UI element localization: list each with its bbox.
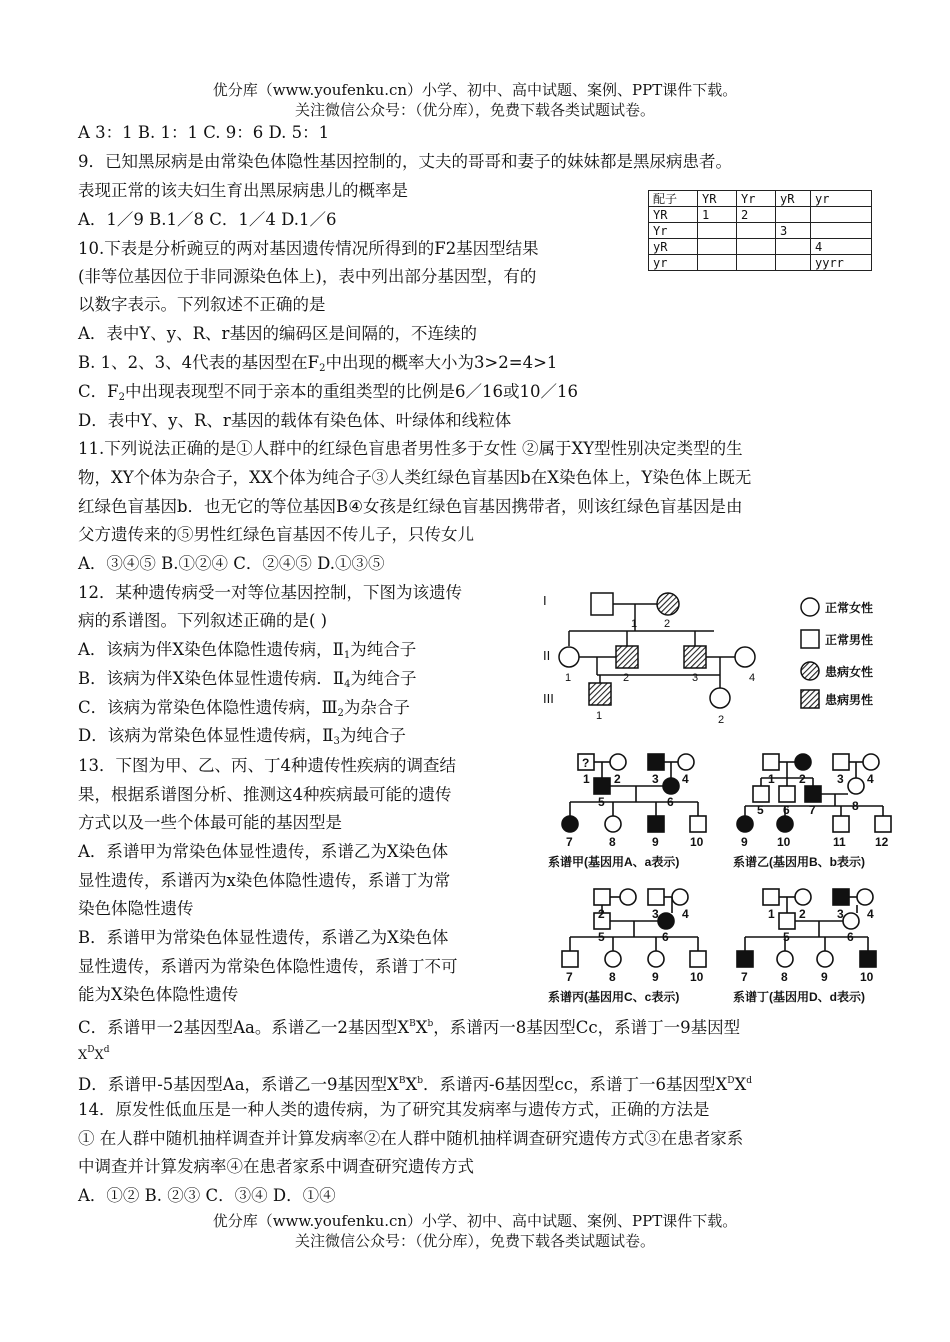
female-normal (559, 647, 579, 667)
svg-text:12: 12 (875, 835, 889, 849)
svg-text:1: 1 (596, 710, 603, 722)
legend-normal-male-icon (801, 630, 819, 648)
cell (698, 239, 737, 255)
svg-text:1: 1 (768, 772, 775, 786)
svg-text:7: 7 (741, 970, 748, 984)
svg-text:5: 5 (757, 803, 764, 817)
header-line-2: 关注微信公众号：（优分库），免费下载各类试题试卷。 (294, 101, 655, 119)
svg-text:6: 6 (662, 930, 669, 944)
legend-normal-female: 正常女性 (825, 601, 874, 615)
q12-option-c: C．该病为常染色体隐性遗传病，$Ⅲ_2$为杂合子 (78, 698, 410, 719)
male-affected (616, 646, 638, 668)
cell: 4 (811, 239, 872, 255)
q11-line-3: 红绿色盲基因b．也无它的等位基因B④女孩是红绿色盲基因携带者，则该红绿色盲基因是由 (78, 497, 743, 516)
caption-jia: 系谱甲(基因用A、a表示) (548, 855, 680, 869)
q11-line-4: 父方遗传来的⑤男性红绿色盲基因不传儿子，只传女儿 (78, 525, 474, 544)
q13-line-1: 13．下图为甲、乙、丙、丁4种遗传性疾病的调查结 (78, 756, 456, 775)
q13-line-2: 果，根据系谱图分析、推测这4种疾病最可能的遗传 (78, 785, 452, 804)
cell: Yr (649, 223, 698, 239)
svg-text:7: 7 (566, 835, 573, 849)
svg-text:1: 1 (565, 672, 572, 684)
svg-text:3: 3 (837, 772, 844, 786)
legend-normal-male: 正常男性 (825, 633, 874, 647)
svg-text:5: 5 (598, 795, 605, 809)
svg-text:3: 3 (652, 907, 659, 921)
q9-options: A．1／9 B.1／8 C．1／4 D.1／6 (78, 210, 337, 229)
cell (776, 239, 811, 255)
pedigree-ding (733, 889, 876, 1004)
q13-d-1: D．系谱甲-5基因型Aa，系谱乙一9基因型$X^BX^b$．系谱丙-6基因型cc，系谱丁一6基因型$X^DX^d$ (78, 1075, 752, 1094)
q9-stem-1: 9．已知黑尿病是由常染色体隐性基因控制的，丈夫的哥哥和妻子的妹妹都是黑尿病患者。 (78, 152, 732, 171)
q13-b-1: B．系谱甲为常染色体显性遗传，系谱乙为X染色体 (78, 928, 449, 947)
svg-text:3: 3 (692, 672, 699, 684)
q14-line-2: ① 在人群中随机抽样调查并计算发病率②在人群中随机抽样调查研究遗传方式③在患者家系 (78, 1129, 744, 1148)
pedigree-bing (548, 889, 706, 1004)
q13-pedigrees (548, 748, 898, 1008)
q13-line-3: 方式以及一些个体最可能的基因型是 (78, 813, 342, 832)
svg-text:6: 6 (847, 930, 854, 944)
q12-option-d: D．该病为常染色体显性遗传病，$Ⅱ_3$为纯合子 (78, 726, 406, 747)
q9-stem-2: 表现正常的该夫妇生育出黑尿病患儿的概率是 (78, 181, 408, 200)
q12-line-1: 12．某种遗传病受一对等位基因控制，下图为该遗传 (78, 583, 462, 602)
male-affected (589, 683, 611, 705)
svg-text:3: 3 (837, 907, 844, 921)
svg-text:4: 4 (749, 672, 756, 684)
svg-text:5: 5 (783, 930, 790, 944)
q13-b-3: 能为X染色体隐性遗传 (78, 985, 239, 1004)
header-line-1: 优分库（www.youfenku.cn）小学、初中、高中试题、案例、PPT课件下载。 (212, 81, 738, 99)
q13-a-3: 染色体隐性遗传 (78, 899, 194, 918)
cell: YR (698, 191, 737, 207)
genotype-table (648, 190, 872, 271)
cell (737, 255, 776, 271)
svg-text:10: 10 (690, 970, 704, 984)
q14-options: A．①② B. ②③ C．③④ D．①④ (78, 1186, 336, 1205)
pedigree-yi (733, 754, 891, 869)
svg-text:9: 9 (821, 970, 828, 984)
gen-label: III (543, 691, 554, 706)
footer-line-1: 优分库（www.youfenku.cn）小学、初中、高中试题、案例、PPT课件下载。 (212, 1212, 738, 1230)
svg-text:2: 2 (664, 618, 671, 630)
cell (698, 223, 737, 239)
female-normal (710, 688, 730, 708)
cell: yyrr (811, 255, 872, 271)
svg-text:6: 6 (667, 795, 674, 809)
svg-text:2: 2 (598, 907, 605, 921)
svg-text:8: 8 (852, 799, 859, 813)
cell (776, 207, 811, 223)
q12-line-2: 病的系谱图。下列叙述正确的是( ) (78, 611, 328, 630)
svg-text:10: 10 (690, 835, 704, 849)
cell: 配子 (649, 191, 698, 207)
svg-text:9: 9 (652, 970, 659, 984)
cell (811, 223, 872, 239)
svg-text:2: 2 (799, 907, 806, 921)
svg-text:4: 4 (867, 907, 874, 921)
q10-stem-3: 以数字表示。下列叙述不正确的是 (78, 295, 326, 314)
legend-affected-male: 患病男性 (825, 693, 874, 707)
q10-option-d: D．表中Y、y、R、r基因的载体有染色体、叶绿体和线粒体 (78, 411, 512, 430)
svg-text:10: 10 (777, 835, 791, 849)
svg-text:8: 8 (781, 970, 788, 984)
svg-text:2: 2 (614, 772, 621, 786)
svg-text:1: 1 (583, 772, 590, 786)
q12-pedigree (535, 585, 874, 735)
svg-text:2: 2 (799, 772, 806, 786)
q11-line-2: 物，XY个体为杂合子，XX个体为纯合子③人类红绿色盲基因b在X染色体上，Y染色体上既无 (78, 468, 752, 487)
svg-text:8: 8 (609, 835, 616, 849)
svg-text:9: 9 (652, 835, 659, 849)
svg-text:2: 2 (718, 714, 725, 726)
q13-c-1: C．系谱甲一2基因型Aa。系谱乙一2基因型$X^BX^b$，系谱丙一8基因型Cc，系谱丁一9基因型 (78, 1018, 741, 1037)
gen-label: II (543, 648, 551, 663)
q13-b-2: 显性遗传，系谱丙为常染色体隐性遗传，系谱丁不可 (78, 957, 458, 976)
svg-text:4: 4 (682, 907, 689, 921)
svg-text:8: 8 (609, 970, 616, 984)
svg-text:4: 4 (867, 772, 874, 786)
q10-stem-1: 10.下表是分析豌豆的两对基因遗传情况所得到的F2基因型结果 (78, 239, 539, 258)
cell: 2 (737, 207, 776, 223)
q8-options: A 3：1 B. 1：1 C. 9：6 D. 5：1 (78, 123, 330, 142)
female-normal (735, 647, 755, 667)
cell: 3 (776, 223, 811, 239)
legend-affected-female: 患病女性 (825, 665, 874, 679)
gen-label: I (543, 593, 547, 608)
q14-line-3: 中调查并计算发病率④在患者家系中调查研究遗传方式 (78, 1157, 474, 1176)
q11-options: A．③④⑤ B.①②④ C．②④⑤ D.①③⑤ (78, 554, 385, 573)
svg-text:7: 7 (809, 803, 816, 817)
svg-text:1: 1 (768, 907, 775, 921)
svg-text:1: 1 (631, 618, 638, 630)
cell: yR (776, 191, 811, 207)
male-normal (591, 593, 613, 615)
q10-option-a: A．表中Y、y、R、r基因的编码区是间隔的，不连续的 (78, 324, 477, 343)
svg-text:9: 9 (741, 835, 748, 849)
svg-text:2: 2 (623, 672, 630, 684)
svg-text:6: 6 (783, 803, 790, 817)
caption-bing: 系谱丙(基因用C、c表示) (548, 990, 680, 1004)
q14-line-1: 14．原发性低血压是一种人类的遗传病，为了研究其发病率与遗传方式，正确的方法是 (78, 1100, 710, 1119)
svg-text:?: ? (582, 756, 590, 770)
cell: yr (811, 191, 872, 207)
legend-affected-male-icon (801, 690, 819, 708)
q10-stem-2: (非等位基因位于非同源染色体上)，表中列出部分基因型，有的 (78, 267, 537, 286)
cell (811, 207, 872, 223)
cell (737, 239, 776, 255)
cell: YR (649, 207, 698, 223)
svg-text:7: 7 (566, 970, 573, 984)
cell (698, 255, 737, 271)
caption-yi: 系谱乙(基因用B、b表示) (733, 855, 865, 869)
legend-affected-female-icon (801, 662, 819, 680)
q12-option-a: A．该病为伴X染色体隐性遗传病，$Ⅱ_1$为纯合子 (78, 640, 417, 661)
caption-ding: 系谱丁(基因用D、d表示) (733, 990, 865, 1004)
male-affected (684, 646, 706, 668)
q13-c-2: $X^DX^d$ (78, 1045, 110, 1063)
svg-text:11: 11 (833, 835, 846, 849)
cell (776, 255, 811, 271)
female-affected (657, 593, 679, 615)
cell: yR (649, 239, 698, 255)
svg-text:4: 4 (682, 772, 689, 786)
pedigree-jia (548, 754, 706, 869)
q12-option-b: B．该病为伴X染色体显性遗传病．$Ⅱ_4$为纯合子 (78, 669, 417, 690)
cell: Yr (737, 191, 776, 207)
svg-text:3: 3 (652, 772, 659, 786)
cell: yr (649, 255, 698, 271)
q13-a-1: A．系谱甲为常染色体显性遗传，系谱乙为X染色体 (78, 842, 449, 861)
svg-text:10: 10 (860, 970, 874, 984)
cell (737, 223, 776, 239)
svg-text:5: 5 (598, 930, 605, 944)
q13-a-2: 显性遗传，系谱丙为x染色体隐性遗传，系谱丁为常 (78, 871, 451, 890)
cell: 1 (698, 207, 737, 223)
q10-option-b: B. 1、2、3、4代表的基因型在$F_2$中出现的概率大小为3>2=4>1 (78, 353, 558, 374)
legend-normal-female-icon (801, 598, 819, 616)
q11-line-1: 11.下列说法正确的是①人群中的红绿色盲患者男性多于女性 ②属于XY型性别决定类型的生 (78, 439, 743, 458)
q10-option-c: C．$F_2$中出现表现型不同于亲本的重组类型的比例是6／16或10／16 (78, 382, 578, 403)
footer-line-2: 关注微信公众号：（优分库），免费下载各类试题试卷。 (294, 1232, 655, 1250)
